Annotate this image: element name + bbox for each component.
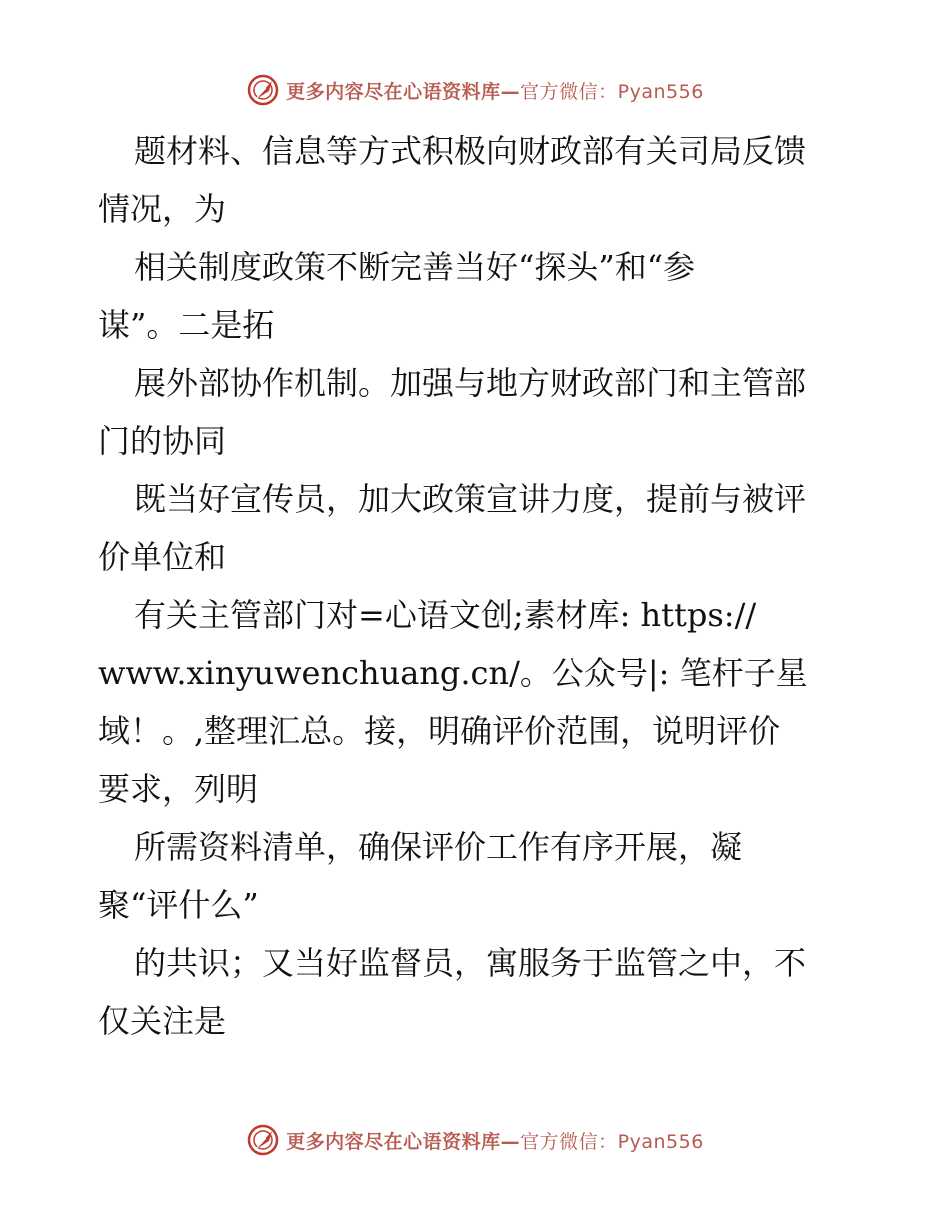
text-line: 相关制度政策不断完善当好“探头”和“参 (134, 248, 696, 286)
text-line: 题材料、信息等方式积极向财政部有关司局反馈 (134, 132, 807, 170)
text-line: 域！。,整理汇总。接，明确评价范围，说明评价 (98, 712, 781, 750)
quill-logo-icon (246, 73, 280, 107)
document-body (98, 122, 858, 1050)
header-banner-text: 更多内容尽在心语资料库—官方微信：Pyan556 (286, 80, 704, 103)
text-line: 谋”。二是拓 (98, 306, 275, 344)
text-line: 既当好宣传员，加大政策宣讲力度，提前与被评 (134, 480, 807, 518)
text-line: 展外部协作机制。加强与地方财政部门和主管部 (134, 364, 807, 402)
footer-banner-text: 更多内容尽在心语资料库—官方微信：Pyan556 (286, 1130, 704, 1153)
quill-logo-icon (246, 1123, 280, 1157)
text-line: 所需资料清单，确保评价工作有序开展，凝 (134, 828, 743, 866)
text-line: 的共识；又当好监督员，寓服务于监管之中，不 (134, 944, 807, 982)
text-line: 聚“评什么” (98, 886, 259, 924)
footer-banner (0, 1120, 950, 1160)
text-line: www.xinyuwenchuang.cn/。公众号|: 笔杆子星 (98, 654, 808, 692)
text-line: 门的协同 (98, 422, 227, 460)
text-line: 要求，列明 (98, 770, 259, 808)
text-line: 有关主管部门对=心语文创;素材库: https:// (134, 596, 757, 634)
text-line: 情况，为 (98, 190, 227, 228)
text-line: 仅关注是 (98, 1002, 227, 1040)
header-banner (0, 70, 950, 110)
text-line: 价单位和 (98, 538, 227, 576)
